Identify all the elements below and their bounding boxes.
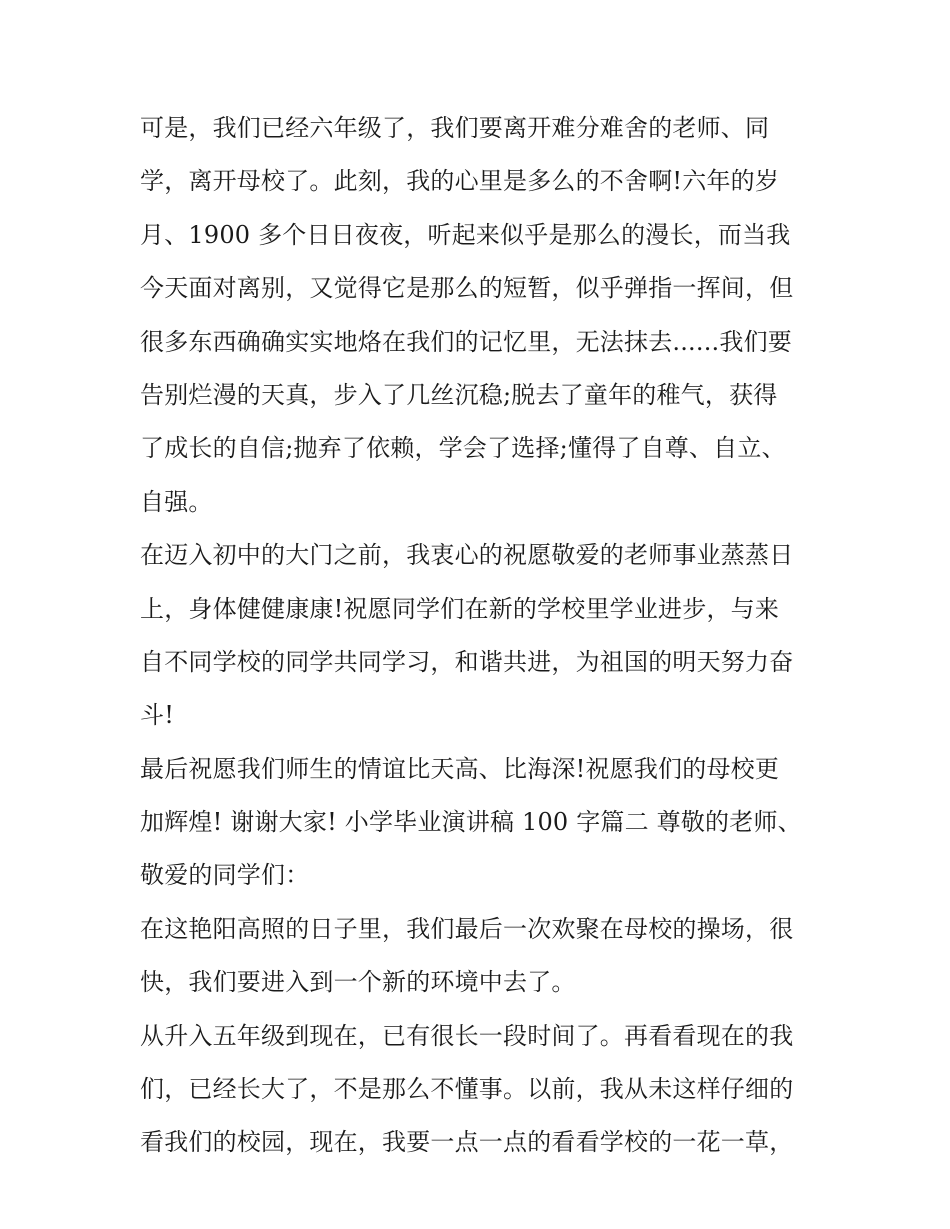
text-line: 快，我们要进入到一个新的环境中去了。: [140, 968, 576, 997]
text-line: 在迈入初中的大门之前，我衷心的祝愿敬爱的老师事业蒸蒸日: [140, 541, 794, 570]
text-line: 从升入五年级到现在，已有很长一段时间了。再看看现在的我: [140, 1021, 794, 1050]
text-line: 斗!: [140, 701, 175, 730]
text-line: 们，已经长大了，不是那么不懂事。以前，我从未这样仔细的: [140, 1075, 794, 1104]
text-line: 了成长的自信;抛弃了依赖，学会了选择;懂得了自尊、自立、: [140, 434, 786, 463]
text-line: 学，离开母校了。此刻，我的心里是多么的不舍啊!六年的岁: [140, 167, 780, 196]
text-line: 自强。: [140, 487, 213, 516]
text-line: 上，身体健健康康!祝愿同学们在新的学校里学业进步，与来: [140, 594, 780, 623]
text-line: 最后祝愿我们师生的情谊比天高、比海深!祝愿我们的母校更: [140, 754, 780, 783]
text-line: 自不同学校的同学共同学习，和谐共进，为祖国的明天努力奋: [140, 647, 794, 676]
body-text: [140, 102, 820, 1170]
text-line: 告别烂漫的天真，步入了几丝沉稳;脱去了童年的稚气，获得: [140, 380, 778, 409]
text-line: 今天面对离别，又觉得它是那么的短暂，似乎弹指一挥间，但: [140, 274, 794, 303]
text-line: 敬爱的同学们：: [140, 861, 310, 890]
text-line: 加辉煌! 谢谢大家! 小学毕业演讲稿 100 字篇二 尊敬的老师、: [140, 808, 802, 837]
text-line: 看我们的校园，现在，我要一点一点的看看学校的一花一草，: [140, 1128, 794, 1157]
text-line: 在这艳阳高照的日子里，我们最后一次欢聚在母校的操场，很: [140, 914, 794, 943]
text-line: 可是，我们已经六年级了，我们要离开难分难舍的老师、同: [140, 114, 770, 142]
text-line: 月、1900 多个日日夜夜，听起来似乎是那么的漫长，而当我: [140, 220, 791, 249]
text-line: 很多东西确确实实地烙在我们的记忆里，无法抹去......我们要: [140, 327, 792, 356]
